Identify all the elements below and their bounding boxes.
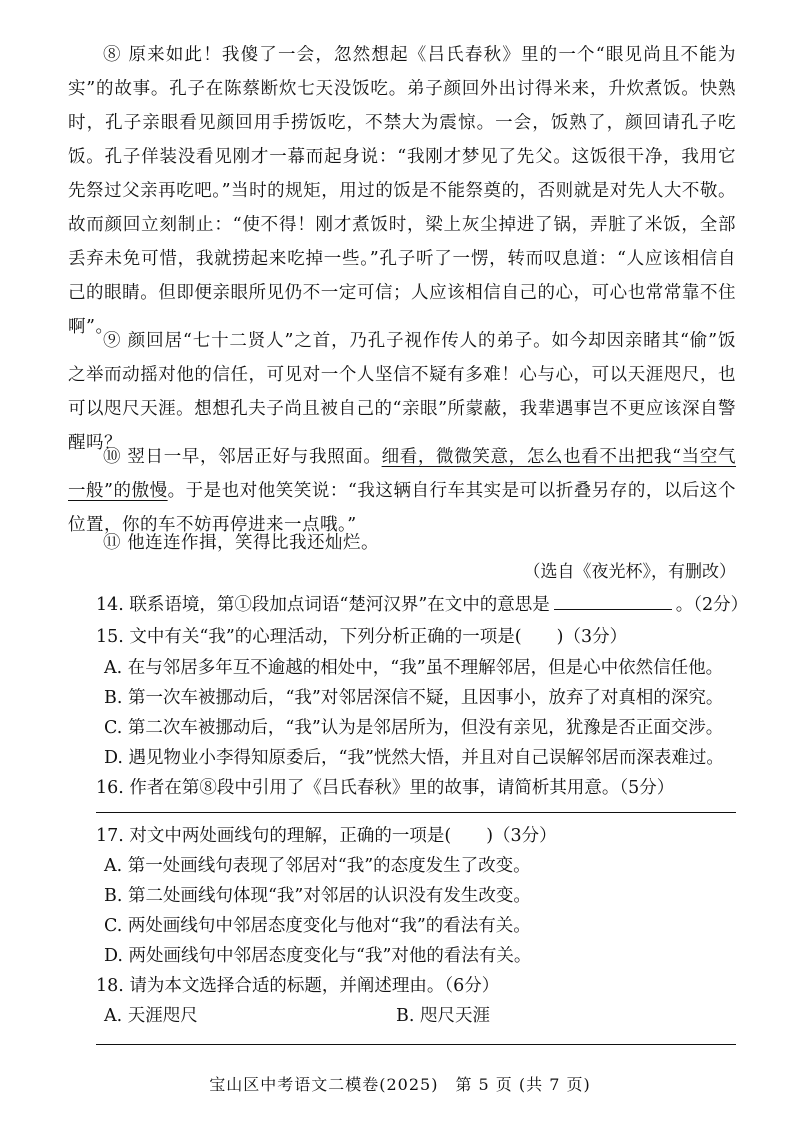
question-14-points: 。（2分）	[675, 595, 749, 615]
option-15-a[interactable]: A. 在与邻居多年互不逾越的相处中，“我”虽不理解邻居，但是心中依然信任他。	[104, 658, 724, 678]
answer-line-18[interactable]	[96, 1044, 736, 1045]
underlined-sentence-2: 细看，微微笑意，怎么也看不出把我“当空气一般”的傲慢	[68, 447, 737, 501]
paragraph-11: ⑪ 他连连作揖，笑得比我还灿烂。	[103, 533, 380, 553]
answer-blank-14[interactable]	[554, 589, 672, 610]
page-footer: 宝山区中考语文二模卷(2025) 第 5 页 (共 7 页)	[209, 1075, 591, 1094]
paragraph-8: ⑧ 原来如此！我傻了一会，忽然想起《吕氏春秋》里的一个“眼见尚且不能为实”的故事。孔子在陈蔡断炊七天没饭吃。弟子颜回外出讨得米来，升炊煮饭。快熟时，孔子亲眼看见颜回用手捞饭吃，不禁大为震惊。一会，饭熟了，颜回请孔子吃饭。孔子佯装没看见刚才一幕而起身说：“我刚才梦见了先父。这饭很干净，我用它先祭过父亲再吃吧。”当时的规矩，用过的饭是不能祭奠的，否则就是对先人大不敬。故而颜回立刻制止：“使不得！刚才煮饭时，梁上灰尘掉进了锅，弄脏了米饭，全部丢弃未免可惜，我就捞起来吃掉一些。”孔子听了一愣，转而叹息道：“人应该相信自己的眼睛。但即便亲眼所见仍不一定可信；人应该相信自己的心，可心也常常靠不住啊”。	[68, 45, 736, 337]
option-17-d[interactable]: D. 两处画线句中邻居态度变化与“我”对他的看法有关。	[104, 946, 532, 966]
source-citation: （选自《夜光杯》，有删改）	[523, 562, 736, 582]
option-17-c[interactable]: C. 两处画线句中邻居态度变化与他对“我”的看法有关。	[104, 916, 531, 936]
option-18-a[interactable]: A. 天涯咫尺	[104, 1006, 198, 1026]
question-17: 17. 对文中两处画线句的理解，正确的一项是( )（3分）	[96, 826, 557, 846]
question-14-text: 14. 联系语境，第①段加点词语“楚河汉界”在文中的意思是	[96, 595, 550, 615]
option-18-b[interactable]: B. 咫尺天涯	[396, 1006, 490, 1026]
paragraph-10-end: 。于是也对他笑笑说：“我这辆自行车其实是可以折叠另存的，以后这个位置，你的车不妨再停进来一点哦。”	[68, 481, 736, 535]
paragraph-10-start: ⑩ 翌日一早，邻居正好与我照面。	[103, 447, 382, 467]
paragraph-9: ⑨ 颜回居“七十二贤人”之首，乃孔子视作传人的弟子。如今却因亲睹其“偷”饭之举而动摇对他的信任，可见对一个人坚信不疑有多难！心与心，可以天涯咫尺，也可以咫尺天涯。想想孔夫子尚且被自己的“亲眼”所蒙蔽，我辈遇事岂不更应该深自警醒吗？	[68, 331, 736, 453]
option-15-d[interactable]: D. 遇见物业小李得知原委后，“我”恍然大悟，并且对自己误解邻居而深表难过。	[104, 748, 724, 768]
question-14	[96, 589, 748, 620]
option-15-b[interactable]: B. 第一次车被挪动后，“我”对邻居深信不疑，且因事小，放弃了对真相的深究。	[104, 688, 724, 708]
question-15: 15. 文中有关“我”的心理活动，下列分析正确的一项是( )（3分）	[96, 627, 628, 647]
option-17-a[interactable]: A. 第一处画线句表现了邻居对“我”的态度发生了改变。	[104, 856, 531, 876]
option-15-c[interactable]: C. 第二次车被挪动后，“我”认为是邻居所为，但没有亲见，犹豫是否正面交涉。	[104, 718, 724, 738]
option-17-b[interactable]: B. 第二处画线句体现“我”对邻居的认识没有发生改变。	[104, 886, 531, 906]
question-16: 16. 作者在第⑧段中引用了《吕氏春秋》里的故事，请简析其用意。（5分）	[96, 778, 675, 798]
answer-line-16[interactable]	[96, 812, 736, 813]
question-18: 18. 请为本文选择合适的标题，并阐述理由。（6分）	[96, 976, 500, 996]
